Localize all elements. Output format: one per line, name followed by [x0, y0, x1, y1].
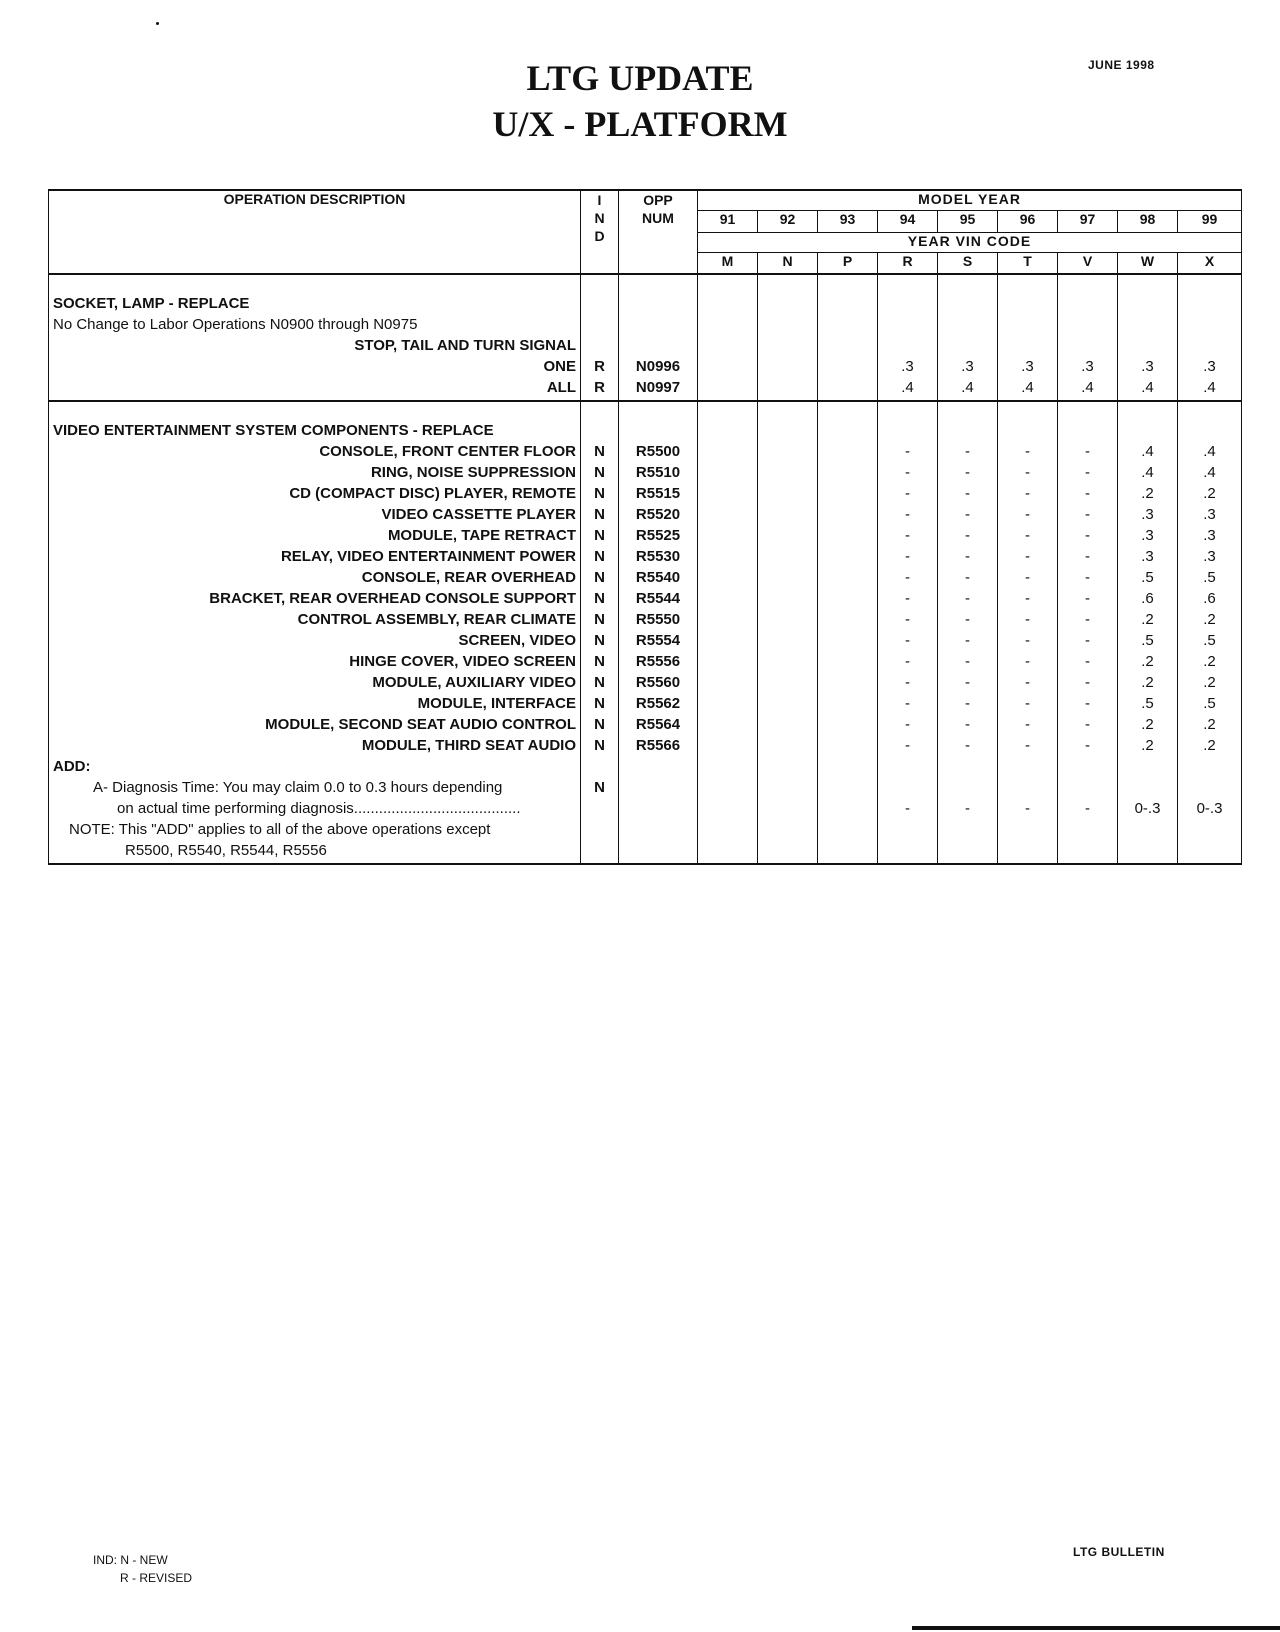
- cell-98: .2: [1141, 716, 1154, 733]
- cell-93: [818, 377, 877, 398]
- cell-92: [758, 651, 817, 672]
- row-desc: SCREEN, VIDEO: [458, 632, 576, 649]
- cell-95: -: [965, 590, 970, 607]
- cell-93: [818, 630, 877, 651]
- cell-94: -: [905, 506, 910, 523]
- cell-96: -: [1025, 464, 1030, 481]
- cell-97: -: [1085, 716, 1090, 733]
- year-94: 94: [878, 210, 938, 232]
- add-cell-93: [818, 798, 877, 819]
- vin-m: M: [698, 252, 758, 274]
- cell-96: -: [1025, 485, 1030, 502]
- cell-94: -: [905, 527, 910, 544]
- bulletin-label: LTG BULLETIN: [1073, 1545, 1165, 1559]
- cell-95: -: [965, 716, 970, 733]
- operation-description-header: OPERATION DESCRIPTION: [49, 190, 581, 274]
- cell-97: -: [1085, 506, 1090, 523]
- cell-95: .4: [961, 379, 974, 396]
- cell-97: .3: [1081, 358, 1094, 375]
- cell-96: -: [1025, 569, 1030, 586]
- cell-93: [818, 651, 877, 672]
- cell-96: -: [1025, 527, 1030, 544]
- row-desc: RELAY, VIDEO ENTERTAINMENT POWER: [280, 548, 576, 565]
- cell-91: [698, 714, 757, 735]
- cell-95: -: [965, 674, 970, 691]
- cell-99: .3: [1203, 358, 1216, 375]
- row-opp: R5562: [635, 695, 681, 712]
- cell-97: -: [1085, 653, 1090, 670]
- cell-95: -: [965, 611, 970, 628]
- row-opp: R5520: [635, 506, 681, 523]
- cell-99: .2: [1203, 737, 1216, 754]
- year-97: 97: [1058, 210, 1118, 232]
- cell-92: [758, 377, 817, 398]
- row-opp: R5554: [635, 632, 681, 649]
- row-ind: R: [594, 379, 605, 396]
- cell-96: -: [1025, 548, 1030, 565]
- cell-95: -: [965, 569, 970, 586]
- cell-92: [758, 504, 817, 525]
- row-desc: BRACKET, REAR OVERHEAD CONSOLE SUPPORT: [209, 590, 576, 607]
- cell-99: .2: [1203, 653, 1216, 670]
- cell-96: -: [1025, 443, 1030, 460]
- cell-91: [698, 693, 757, 714]
- legend-revised: R - REVISED: [120, 1571, 193, 1585]
- section-title: VIDEO ENTERTAINMENT SYSTEM COMPONENTS - REPLACE: [53, 422, 494, 439]
- row-ind: R: [594, 358, 605, 375]
- row-opp: R5544: [635, 590, 681, 607]
- cell-91: [698, 377, 757, 398]
- vin-n: N: [758, 252, 818, 274]
- cell-92: [758, 462, 817, 483]
- row-opp: R5550: [635, 611, 681, 628]
- cell-98: .3: [1141, 358, 1154, 375]
- cell-97: -: [1085, 485, 1090, 502]
- cell-98: .4: [1141, 443, 1154, 460]
- row-opp: N0997: [635, 379, 681, 396]
- cell-97: -: [1085, 569, 1090, 586]
- cell-99: .2: [1203, 611, 1216, 628]
- row-desc: MODULE, TAPE RETRACT: [387, 527, 576, 544]
- ind-header: [581, 190, 619, 274]
- cell-91: [698, 483, 757, 504]
- cell-94: .3: [901, 358, 914, 375]
- cell-92: [758, 735, 817, 756]
- cell-98: .5: [1141, 569, 1154, 586]
- cell-91: [698, 567, 757, 588]
- cell-95: -: [965, 632, 970, 649]
- row-opp: R5510: [635, 464, 681, 481]
- year-91: 91: [698, 210, 758, 232]
- cell-99: .3: [1203, 506, 1216, 523]
- cell-96: .4: [1021, 379, 1034, 396]
- vin-x: X: [1178, 252, 1242, 274]
- cell-91: [698, 609, 757, 630]
- cell-92: [758, 609, 817, 630]
- row-ind: N: [594, 611, 605, 628]
- cell-91: [698, 546, 757, 567]
- row-ind: N: [594, 443, 605, 460]
- cell-95: -: [965, 737, 970, 754]
- opp-label: OPP: [643, 192, 673, 208]
- cell-94: -: [905, 590, 910, 607]
- cell-99: .3: [1203, 548, 1216, 565]
- year-92: 92: [758, 210, 818, 232]
- cell-91: [698, 630, 757, 651]
- cell-91: [698, 441, 757, 462]
- add-cell-94: -: [905, 800, 910, 817]
- cell-97: -: [1085, 737, 1090, 754]
- cell-96: -: [1025, 611, 1030, 628]
- row-ind: N: [594, 506, 605, 523]
- cell-91: [698, 651, 757, 672]
- year-93: 93: [818, 210, 878, 232]
- cell-91: [698, 588, 757, 609]
- add-cell-98: 0-.3: [1134, 800, 1161, 817]
- row-opp: R5540: [635, 569, 681, 586]
- cell-94: -: [905, 611, 910, 628]
- cell-99: .2: [1203, 716, 1216, 733]
- cell-92: [758, 714, 817, 735]
- add-cell-92: [758, 798, 817, 819]
- cell-95: -: [965, 548, 970, 565]
- add-note-exceptions: R5500, R5540, R5544, R5556: [125, 842, 327, 859]
- cell-97: -: [1085, 695, 1090, 712]
- cell-93: [818, 567, 877, 588]
- year-vin-code-header: YEAR VIN CODE: [698, 232, 1242, 252]
- cell-98: .2: [1141, 653, 1154, 670]
- cell-98: .5: [1141, 632, 1154, 649]
- page-title: LTG UPDATE: [526, 58, 754, 98]
- cell-94: -: [905, 464, 910, 481]
- ind-letter-d: D: [594, 228, 605, 244]
- model-year-header: MODEL YEAR: [698, 190, 1242, 210]
- section-subheading: STOP, TAIL AND TURN SIGNAL: [354, 337, 576, 354]
- cell-93: [818, 483, 877, 504]
- row-desc: HINGE COVER, VIDEO SCREEN: [349, 653, 576, 670]
- cell-95: .3: [961, 358, 974, 375]
- cell-94: -: [905, 737, 910, 754]
- year-98: 98: [1118, 210, 1178, 232]
- cell-96: -: [1025, 674, 1030, 691]
- row-ind: N: [594, 674, 605, 691]
- row-desc: CONSOLE, FRONT CENTER FLOOR: [319, 443, 576, 460]
- cell-99: .5: [1203, 695, 1216, 712]
- row-desc: CONTROL ASSEMBLY, REAR CLIMATE: [297, 611, 576, 628]
- row-desc: RING, NOISE SUPPRESSION: [370, 464, 576, 481]
- cell-94: -: [905, 443, 910, 460]
- cell-95: -: [965, 695, 970, 712]
- cell-93: [818, 546, 877, 567]
- vin-v: V: [1058, 252, 1118, 274]
- cell-98: .3: [1141, 506, 1154, 523]
- cell-92: [758, 567, 817, 588]
- add-diagnosis-line: A- Diagnosis Time: You may claim 0.0 to 0.3 hours depending: [93, 779, 503, 796]
- row-ind: N: [594, 527, 605, 544]
- vin-s: S: [938, 252, 998, 274]
- cell-92: [758, 588, 817, 609]
- cell-95: -: [965, 527, 970, 544]
- vin-r: R: [878, 252, 938, 274]
- cell-97: -: [1085, 590, 1090, 607]
- row-opp: R5560: [635, 674, 681, 691]
- cell-92: [758, 525, 817, 546]
- row-desc: CONSOLE, REAR OVERHEAD: [361, 569, 576, 586]
- cell-99: .2: [1203, 485, 1216, 502]
- row-desc: MODULE, SECOND SEAT AUDIO CONTROL: [265, 716, 576, 733]
- cell-94: -: [905, 632, 910, 649]
- section-title: SOCKET, LAMP - REPLACE: [53, 295, 250, 312]
- cell-99: .4: [1203, 464, 1216, 481]
- cell-93: [818, 356, 877, 377]
- row-desc: ONE: [543, 358, 576, 375]
- cell-91: [698, 356, 757, 377]
- cell-94: -: [905, 485, 910, 502]
- cell-99: .5: [1203, 569, 1216, 586]
- row-desc: ALL: [546, 379, 576, 396]
- row-desc: CD (COMPACT DISC) PLAYER, REMOTE: [289, 485, 576, 502]
- section-socket-lamp: [49, 274, 1242, 401]
- row-ind: N: [594, 653, 605, 670]
- row-ind: N: [594, 590, 605, 607]
- add-note: NOTE: This "ADD" applies to all of the above operations except: [69, 821, 491, 838]
- cell-93: [818, 672, 877, 693]
- cell-98: .2: [1141, 737, 1154, 754]
- cell-96: .3: [1021, 358, 1034, 375]
- cell-97: -: [1085, 674, 1090, 691]
- vin-w: W: [1118, 252, 1178, 274]
- cell-96: -: [1025, 695, 1030, 712]
- row-ind: N: [594, 569, 605, 586]
- row-ind: N: [594, 737, 605, 754]
- cell-92: [758, 483, 817, 504]
- bulletin-date: JUNE 1998: [1088, 58, 1155, 72]
- cell-93: [818, 441, 877, 462]
- cell-98: .4: [1141, 379, 1154, 396]
- scan-speck: [156, 22, 159, 25]
- cell-94: -: [905, 674, 910, 691]
- page-subtitle: U/X - PLATFORM: [492, 104, 788, 144]
- cell-96: -: [1025, 653, 1030, 670]
- scan-edge-line: [912, 1626, 1280, 1630]
- cell-97: -: [1085, 632, 1090, 649]
- section-note: No Change to Labor Operations N0900 through N0975: [53, 316, 418, 333]
- num-label: NUM: [642, 210, 674, 226]
- cell-94: -: [905, 548, 910, 565]
- row-desc: MODULE, AUXILIARY VIDEO: [372, 674, 576, 691]
- row-ind: N: [594, 716, 605, 733]
- cell-93: [818, 693, 877, 714]
- row-opp: R5556: [635, 653, 681, 670]
- row-ind: N: [594, 464, 605, 481]
- row-desc: MODULE, THIRD SEAT AUDIO: [361, 737, 576, 754]
- vin-p: P: [818, 252, 878, 274]
- row-desc: MODULE, INTERFACE: [417, 695, 576, 712]
- cell-92: [758, 546, 817, 567]
- cell-99: .5: [1203, 632, 1216, 649]
- add-label: ADD:: [53, 758, 91, 775]
- cell-96: -: [1025, 590, 1030, 607]
- row-ind: N: [594, 548, 605, 565]
- cell-93: [818, 735, 877, 756]
- year-96: 96: [998, 210, 1058, 232]
- cell-99: .4: [1203, 379, 1216, 396]
- cell-92: [758, 630, 817, 651]
- row-ind: N: [594, 485, 605, 502]
- cell-99: .2: [1203, 674, 1216, 691]
- cell-97: -: [1085, 527, 1090, 544]
- cell-94: -: [905, 569, 910, 586]
- row-opp: R5566: [635, 737, 681, 754]
- opp-num-header: [619, 190, 698, 274]
- cell-91: [698, 672, 757, 693]
- cell-94: -: [905, 716, 910, 733]
- cell-95: -: [965, 485, 970, 502]
- cell-92: [758, 441, 817, 462]
- cell-98: .2: [1141, 485, 1154, 502]
- cell-97: -: [1085, 464, 1090, 481]
- cell-92: [758, 672, 817, 693]
- cell-94: -: [905, 695, 910, 712]
- add-cell-96: -: [1025, 800, 1030, 817]
- cell-98: .2: [1141, 611, 1154, 628]
- cell-98: .2: [1141, 674, 1154, 691]
- ind-letter-n: N: [594, 210, 605, 226]
- cell-99: .4: [1203, 443, 1216, 460]
- vin-t: T: [998, 252, 1058, 274]
- cell-91: [698, 504, 757, 525]
- cell-98: .3: [1141, 548, 1154, 565]
- labor-operations-table: [48, 189, 1242, 865]
- cell-96: -: [1025, 737, 1030, 754]
- row-opp: R5530: [635, 548, 681, 565]
- row-opp: R5500: [635, 443, 681, 460]
- row-ind: N: [594, 632, 605, 649]
- cell-98: .3: [1141, 527, 1154, 544]
- cell-97: -: [1085, 443, 1090, 460]
- ind-letter-i: I: [597, 192, 602, 208]
- cell-97: .4: [1081, 379, 1094, 396]
- section-video-entertainment: [49, 401, 1242, 864]
- cell-96: -: [1025, 716, 1030, 733]
- cell-97: -: [1085, 548, 1090, 565]
- add-diagnosis-line-2: on actual time performing diagnosis........................................: [117, 800, 521, 817]
- cell-91: [698, 735, 757, 756]
- row-desc: VIDEO CASSETTE PLAYER: [381, 506, 576, 523]
- cell-93: [818, 588, 877, 609]
- cell-95: -: [965, 464, 970, 481]
- cell-96: -: [1025, 506, 1030, 523]
- add-cell-91: [698, 798, 757, 819]
- year-99: 99: [1178, 210, 1242, 232]
- row-opp: N0996: [635, 358, 681, 375]
- add-cell-95: -: [965, 800, 970, 817]
- row-ind: N: [594, 695, 605, 712]
- cell-98: .5: [1141, 695, 1154, 712]
- cell-99: .3: [1203, 527, 1216, 544]
- cell-91: [698, 525, 757, 546]
- add-ind: N: [594, 779, 605, 796]
- cell-95: -: [965, 506, 970, 523]
- cell-99: .6: [1203, 590, 1216, 607]
- cell-91: [698, 462, 757, 483]
- row-opp: R5515: [635, 485, 681, 502]
- cell-97: -: [1085, 611, 1090, 628]
- cell-94: -: [905, 653, 910, 670]
- cell-95: -: [965, 443, 970, 460]
- cell-98: .4: [1141, 464, 1154, 481]
- cell-93: [818, 462, 877, 483]
- cell-93: [818, 714, 877, 735]
- cell-93: [818, 504, 877, 525]
- legend-new: IND: N - NEW: [93, 1553, 168, 1567]
- cell-98: .6: [1141, 590, 1154, 607]
- cell-93: [818, 525, 877, 546]
- cell-96: -: [1025, 632, 1030, 649]
- row-opp: R5525: [635, 527, 681, 544]
- cell-92: [758, 356, 817, 377]
- cell-95: -: [965, 653, 970, 670]
- add-cell-97: -: [1085, 800, 1090, 817]
- year-95: 95: [938, 210, 998, 232]
- cell-92: [758, 693, 817, 714]
- row-opp: R5564: [635, 716, 681, 733]
- cell-94: .4: [901, 379, 914, 396]
- add-cell-99: 0-.3: [1196, 800, 1223, 817]
- cell-93: [818, 609, 877, 630]
